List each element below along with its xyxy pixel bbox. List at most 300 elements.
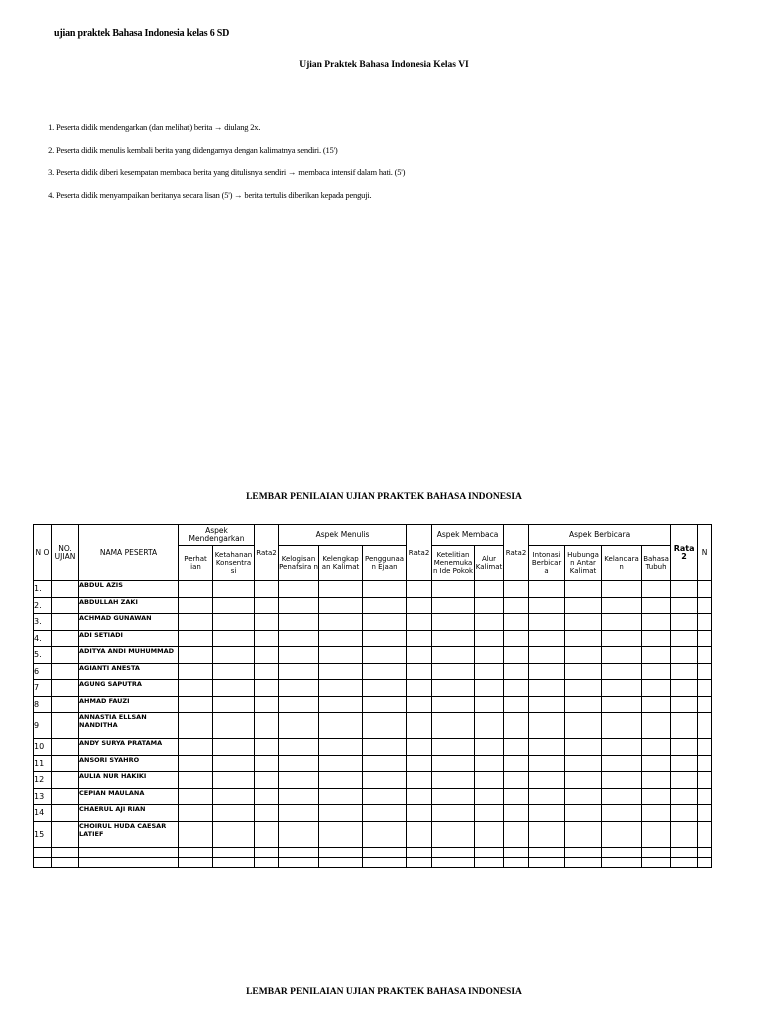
rata2-mendengarkan-header: Rata2: [255, 525, 279, 581]
score-cell: [52, 663, 79, 680]
sub-alur-header: Alur Kalimat: [475, 546, 504, 581]
score-cell: [279, 821, 319, 847]
score-cell: [529, 805, 565, 822]
score-cell: [642, 581, 671, 598]
score-cell: [602, 680, 642, 697]
score-cell: [432, 581, 475, 598]
blank-cell: [79, 857, 179, 867]
score-cell: [213, 630, 255, 647]
score-cell: [363, 630, 407, 647]
score-cell: [529, 630, 565, 647]
score-cell: [363, 663, 407, 680]
score-cell: [363, 821, 407, 847]
score-cell: [279, 739, 319, 756]
row-number: 10: [34, 739, 52, 756]
score-cell: [475, 597, 504, 614]
row-number: 7: [34, 680, 52, 697]
score-cell: [698, 614, 712, 631]
score-cell: [504, 713, 529, 739]
score-cell: [602, 821, 642, 847]
score-cell: [529, 772, 565, 789]
score-cell: [602, 614, 642, 631]
score-cell: [475, 713, 504, 739]
sub-ketelitian-header: Ketelitian Menemuka n Ide Pokok: [432, 546, 475, 581]
score-cell: [213, 647, 255, 664]
score-cell: [642, 755, 671, 772]
score-cell: [698, 755, 712, 772]
score-cell: [432, 614, 475, 631]
table-row: [34, 630, 712, 647]
blank-cell: [213, 847, 255, 857]
sub-kelengkapan-header: Kelengkap an Kalimat: [319, 546, 363, 581]
score-cell: [179, 821, 213, 847]
blank-cell: [671, 857, 698, 867]
score-cell: [179, 805, 213, 822]
blank-cell: [504, 857, 529, 867]
table-row: [34, 739, 712, 756]
score-cell: [529, 821, 565, 847]
score-cell: [52, 614, 79, 631]
score-cell: [642, 614, 671, 631]
blank-cell: [319, 847, 363, 857]
score-cell: [698, 772, 712, 789]
score-cell: [52, 581, 79, 598]
score-cell: [432, 821, 475, 847]
score-cell: [279, 663, 319, 680]
score-cell: [255, 647, 279, 664]
sub-kelogisan-header: Kelogisan Penafsira n: [279, 546, 319, 581]
score-cell: [565, 713, 602, 739]
score-cell: [432, 739, 475, 756]
score-cell: [52, 597, 79, 614]
blank-cell: [319, 857, 363, 867]
row-number: 14: [34, 805, 52, 822]
score-cell: [179, 663, 213, 680]
table-row: [34, 772, 712, 789]
col-no-header: N O: [34, 525, 52, 581]
blank-cell: [698, 857, 712, 867]
blank-cell: [255, 857, 279, 867]
score-cell: [432, 630, 475, 647]
instruction-item: 3. Peserta didik diberi kesempatan membaca berita yang ditulisnya sendiri → membaca intensif dalam hati. (5'): [56, 167, 405, 190]
score-cell: [279, 713, 319, 739]
score-cell: [179, 680, 213, 697]
score-cell: [179, 581, 213, 598]
score-cell: [52, 788, 79, 805]
score-cell: [407, 614, 432, 631]
score-cell: [255, 680, 279, 697]
row-number: 8: [34, 696, 52, 713]
blank-cell: [179, 857, 213, 867]
student-name: ADITYA ANDI MUHUMMAD: [79, 647, 179, 664]
row-number: 6: [34, 663, 52, 680]
table-row: [34, 755, 712, 772]
score-cell: [407, 647, 432, 664]
rata2-final-header: Rata 2: [671, 525, 698, 581]
score-cell: [213, 680, 255, 697]
score-cell: [407, 680, 432, 697]
score-cell: [52, 805, 79, 822]
score-cell: [52, 755, 79, 772]
sub-perhatian-header: Perhat ian: [179, 546, 213, 581]
score-cell: [407, 739, 432, 756]
score-cell: [529, 696, 565, 713]
score-cell: [504, 630, 529, 647]
score-cell: [698, 788, 712, 805]
score-cell: [642, 597, 671, 614]
score-cell: [255, 772, 279, 789]
score-cell: [565, 663, 602, 680]
table-row: [34, 821, 712, 847]
score-cell: [565, 630, 602, 647]
blank-cell: [363, 847, 407, 857]
score-cell: [363, 581, 407, 598]
score-cell: [432, 788, 475, 805]
score-cell: [407, 772, 432, 789]
score-cell: [504, 772, 529, 789]
score-cell: [319, 614, 363, 631]
score-cell: [642, 772, 671, 789]
score-cell: [255, 755, 279, 772]
score-cell: [179, 597, 213, 614]
score-cell: [698, 680, 712, 697]
score-cell: [698, 647, 712, 664]
score-cell: [363, 805, 407, 822]
score-cell: [319, 713, 363, 739]
score-cell: [671, 739, 698, 756]
score-cell: [602, 597, 642, 614]
score-cell: [698, 581, 712, 598]
table-row: [34, 788, 712, 805]
score-cell: [432, 597, 475, 614]
score-cell: [642, 680, 671, 697]
score-cell: [475, 805, 504, 822]
group-mendengarkan-header: Aspek Mendengarkan: [179, 525, 255, 546]
blank-cell: [213, 857, 255, 867]
score-cell: [642, 739, 671, 756]
score-cell: [602, 647, 642, 664]
table-row: [34, 581, 712, 598]
score-cell: [319, 755, 363, 772]
score-cell: [255, 788, 279, 805]
score-cell: [565, 581, 602, 598]
blank-cell: [279, 857, 319, 867]
col-nama-header: NAMA PESERTA: [79, 525, 179, 581]
score-cell: [671, 581, 698, 598]
blank-cell: [255, 847, 279, 857]
score-cell: [319, 663, 363, 680]
score-cell: [407, 696, 432, 713]
student-name: AGIANTI ANESTA: [79, 663, 179, 680]
score-cell: [179, 647, 213, 664]
score-cell: [475, 581, 504, 598]
score-cell: [529, 680, 565, 697]
blank-cell: [179, 847, 213, 857]
score-cell: [565, 647, 602, 664]
score-cell: [407, 755, 432, 772]
score-cell: [279, 755, 319, 772]
score-cell: [565, 614, 602, 631]
score-cell: [565, 805, 602, 822]
score-cell: [671, 696, 698, 713]
score-cell: [319, 647, 363, 664]
grading-table: [33, 524, 712, 868]
student-name: ANNASTIA ELLSAN NANDITHA: [79, 713, 179, 739]
score-cell: [698, 630, 712, 647]
score-cell: [565, 788, 602, 805]
score-cell: [179, 696, 213, 713]
score-cell: [565, 739, 602, 756]
score-cell: [671, 821, 698, 847]
score-cell: [213, 597, 255, 614]
score-cell: [213, 788, 255, 805]
score-cell: [319, 696, 363, 713]
row-number: 3.: [34, 614, 52, 631]
score-cell: [602, 696, 642, 713]
score-cell: [504, 663, 529, 680]
score-cell: [279, 597, 319, 614]
blank-cell: [529, 847, 565, 857]
instruction-item: 4. Peserta didik menyampaikan beritanya secara lisan (5') → berita tertulis diberikan kepada penguji.: [56, 190, 405, 213]
score-cell: [213, 696, 255, 713]
score-cell: [255, 739, 279, 756]
blank-cell: [52, 857, 79, 867]
blank-cell: [642, 857, 671, 867]
score-cell: [529, 788, 565, 805]
score-cell: [52, 696, 79, 713]
score-cell: [671, 630, 698, 647]
score-cell: [363, 614, 407, 631]
score-cell: [529, 647, 565, 664]
score-cell: [279, 647, 319, 664]
blank-cell: [602, 857, 642, 867]
student-name: CEPIAN MAULANA: [79, 788, 179, 805]
score-cell: [179, 788, 213, 805]
student-name: AULIA NUR HAKIKI: [79, 772, 179, 789]
table-row: [34, 680, 712, 697]
row-number: 4.: [34, 630, 52, 647]
score-cell: [213, 713, 255, 739]
score-cell: [319, 805, 363, 822]
score-cell: [255, 663, 279, 680]
score-cell: [319, 772, 363, 789]
score-cell: [363, 647, 407, 664]
score-cell: [319, 597, 363, 614]
blank-cell: [671, 847, 698, 857]
rata2-membaca-header: Rata2: [504, 525, 529, 581]
group-berbicara-header: Aspek Berbicara: [529, 525, 671, 546]
score-cell: [319, 821, 363, 847]
blank-cell: [34, 857, 52, 867]
blank-cell: [529, 857, 565, 867]
blank-cell: [34, 847, 52, 857]
row-number: 13: [34, 788, 52, 805]
score-cell: [255, 696, 279, 713]
score-cell: [475, 680, 504, 697]
score-cell: [52, 772, 79, 789]
instruction-item: 1. Peserta didik mendengarkan (dan melihat) berita → diulang 2x.: [56, 122, 405, 145]
score-cell: [642, 663, 671, 680]
score-cell: [279, 772, 319, 789]
score-cell: [504, 614, 529, 631]
score-cell: [504, 581, 529, 598]
score-cell: [504, 805, 529, 822]
student-name: ANSORI SYAHRO: [79, 755, 179, 772]
score-cell: [432, 805, 475, 822]
score-cell: [565, 821, 602, 847]
score-cell: [475, 772, 504, 789]
score-cell: [279, 680, 319, 697]
score-cell: [602, 713, 642, 739]
blank-cell: [475, 847, 504, 857]
student-name: ABDUL AZIS: [79, 581, 179, 598]
score-cell: [475, 755, 504, 772]
score-cell: [671, 647, 698, 664]
score-cell: [213, 663, 255, 680]
group-membaca-header: Aspek Membaca: [432, 525, 504, 546]
score-cell: [52, 630, 79, 647]
score-cell: [504, 739, 529, 756]
score-cell: [213, 805, 255, 822]
score-cell: [363, 680, 407, 697]
score-cell: [602, 772, 642, 789]
score-cell: [363, 788, 407, 805]
score-cell: [504, 755, 529, 772]
score-cell: [432, 663, 475, 680]
blank-row: [34, 847, 712, 857]
sheet-title: LEMBAR PENILAIAN UJIAN PRAKTEK BAHASA INDONESIA: [246, 492, 522, 502]
score-cell: [602, 788, 642, 805]
group-menulis-header: Aspek Menulis: [279, 525, 407, 546]
score-cell: [407, 713, 432, 739]
row-number: 15: [34, 821, 52, 847]
student-name: ADI SETIADI: [79, 630, 179, 647]
row-number: 12: [34, 772, 52, 789]
score-cell: [602, 581, 642, 598]
score-cell: [407, 630, 432, 647]
score-cell: [432, 696, 475, 713]
score-cell: [529, 755, 565, 772]
score-cell: [671, 772, 698, 789]
score-cell: [565, 755, 602, 772]
score-cell: [671, 663, 698, 680]
score-cell: [642, 788, 671, 805]
score-cell: [363, 597, 407, 614]
score-cell: [642, 647, 671, 664]
score-cell: [255, 805, 279, 822]
blank-cell: [407, 857, 432, 867]
table-row: [34, 713, 712, 739]
score-cell: [504, 788, 529, 805]
table-row: [34, 663, 712, 680]
score-cell: [504, 597, 529, 614]
score-cell: [179, 739, 213, 756]
score-cell: [279, 581, 319, 598]
score-cell: [363, 696, 407, 713]
student-name: CHOIRUL HUDA CAESAR LATIEF: [79, 821, 179, 847]
blank-cell: [79, 847, 179, 857]
score-cell: [475, 788, 504, 805]
score-cell: [642, 630, 671, 647]
blank-cell: [432, 847, 475, 857]
score-cell: [529, 713, 565, 739]
score-cell: [52, 713, 79, 739]
blank-cell: [407, 847, 432, 857]
score-cell: [363, 739, 407, 756]
score-cell: [698, 713, 712, 739]
score-cell: [671, 713, 698, 739]
score-cell: [255, 713, 279, 739]
sub-penggunaan-header: Penggunaa n Ejaan: [363, 546, 407, 581]
score-cell: [671, 597, 698, 614]
student-name: AHMAD FAUZI: [79, 696, 179, 713]
score-cell: [565, 597, 602, 614]
score-cell: [529, 663, 565, 680]
score-cell: [504, 821, 529, 847]
score-cell: [602, 739, 642, 756]
rata2-menulis-header: Rata2: [407, 525, 432, 581]
score-cell: [179, 614, 213, 631]
blank-cell: [565, 857, 602, 867]
score-cell: [504, 647, 529, 664]
blank-cell: [52, 847, 79, 857]
col-no-ujian-header: NO. UJIAN: [52, 525, 79, 581]
score-cell: [279, 614, 319, 631]
score-cell: [319, 680, 363, 697]
score-cell: [255, 821, 279, 847]
blank-cell: [698, 847, 712, 857]
student-name: ACHMAD GUNAWAN: [79, 614, 179, 631]
score-cell: [671, 614, 698, 631]
score-cell: [213, 755, 255, 772]
score-cell: [52, 647, 79, 664]
sub-kelancaran-header: Kelancara n: [602, 546, 642, 581]
score-cell: [475, 614, 504, 631]
score-cell: [698, 805, 712, 822]
blank-cell: [642, 847, 671, 857]
score-cell: [319, 739, 363, 756]
sub-intonasi-header: Intonasi Berbicar a: [529, 546, 565, 581]
score-cell: [407, 805, 432, 822]
score-cell: [475, 696, 504, 713]
document-title: Ujian Praktek Bahasa Indonesia Kelas VI: [299, 60, 469, 70]
row-number: 5.: [34, 647, 52, 664]
score-cell: [363, 755, 407, 772]
blank-cell: [504, 847, 529, 857]
score-cell: [475, 663, 504, 680]
score-cell: [642, 821, 671, 847]
blank-row: [34, 857, 712, 867]
score-cell: [407, 788, 432, 805]
score-cell: [179, 713, 213, 739]
instruction-list: [40, 122, 405, 212]
score-cell: [363, 713, 407, 739]
score-cell: [407, 581, 432, 598]
blank-cell: [279, 847, 319, 857]
instruction-item: 2. Peserta didik menulis kembali berita yang didengarnya dengan kalimatnya sendiri. (15'): [56, 145, 405, 168]
score-cell: [475, 630, 504, 647]
score-cell: [363, 772, 407, 789]
score-cell: [475, 821, 504, 847]
score-cell: [407, 597, 432, 614]
table-row: [34, 805, 712, 822]
sheet-title-2: LEMBAR PENILAIAN UJIAN PRAKTEK BAHASA INDONESIA: [246, 987, 522, 997]
score-cell: [529, 614, 565, 631]
score-cell: [671, 788, 698, 805]
blank-cell: [432, 857, 475, 867]
score-cell: [52, 821, 79, 847]
score-cell: [602, 630, 642, 647]
